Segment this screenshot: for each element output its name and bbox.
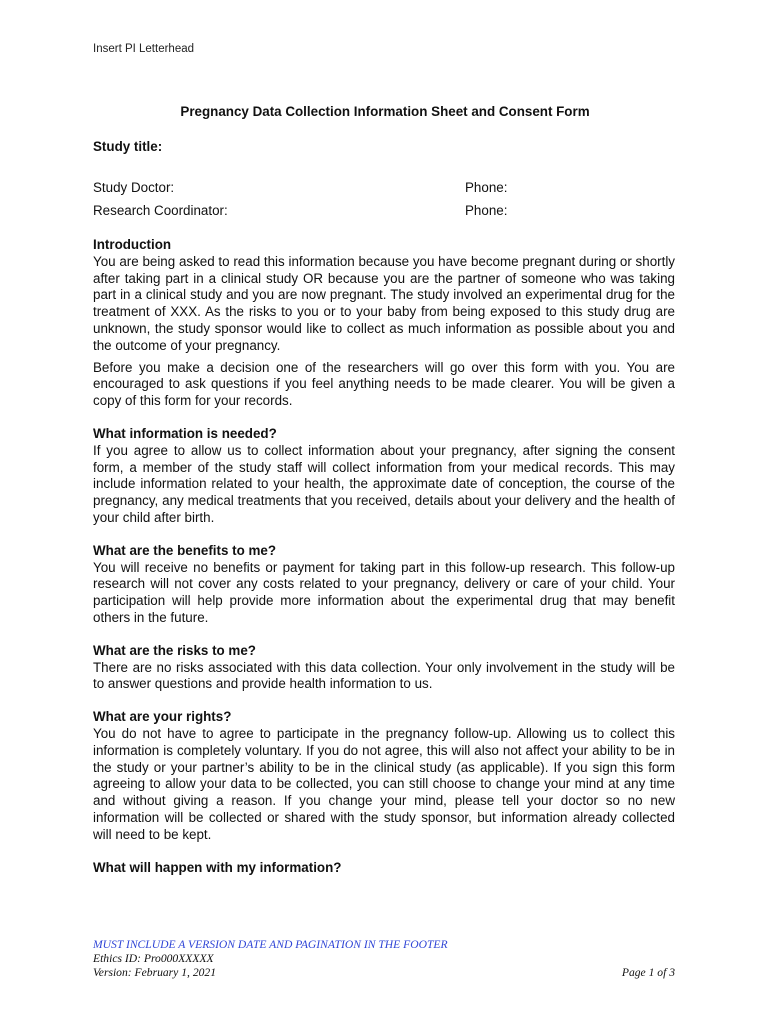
page-footer xyxy=(93,938,675,979)
letterhead-placeholder: Insert PI Letterhead xyxy=(93,43,195,55)
study-title-label: Study title: xyxy=(93,139,163,154)
section-heading-information-needed: What information is needed? xyxy=(93,425,277,441)
section-heading-benefits: What are the benefits to me? xyxy=(93,542,277,558)
footer-page-number: Page 1 of 3 xyxy=(621,965,675,979)
footer-version-row xyxy=(93,966,675,980)
introduction-paragraph-1: You are being asked to read this information because you have become pregnant during or shortly after taking part in a clinical study OR because you are the partner of someone who was taking part in a clinical study and you are now pregnant. The study involved an experimental drug for the treatment of XXX. As the risks to you or to your baby from being exposed to this study drug are unknown, the study sponsor would like to collect as much information as possible about you and the outcome of your pregnancy. xyxy=(93,253,675,353)
benefits-paragraph: You will receive no benefits or payment for taking part in this follow-up research. This follow-up research will not cover any costs related to your pregnancy, delivery or care of your child. Your participation will help provide more information about the experimental drug that may benefit others in the future. xyxy=(93,559,675,625)
document-title: Pregnancy Data Collection Information Sheet and Consent Form xyxy=(180,104,590,119)
section-heading-introduction: Introduction xyxy=(93,237,172,252)
footer-version: Version: February 1, 2021 xyxy=(93,965,217,979)
footer-version-note: MUST INCLUDE A VERSION DATE AND PAGINATION IN THE FOOTER xyxy=(93,938,448,951)
information-needed-paragraph: If you agree to allow us to collect information about your pregnancy, after signing the consent form, a member of the study staff will collect information from your medical records. This may include information related to your health, the approximate date of conception, the course of the pregnancy, any medical treatments that you received, details about your delivery and the health of your child after birth. xyxy=(93,442,675,525)
research-coordinator-label: Research Coordinator: xyxy=(93,203,228,218)
footer-ethics-id: Ethics ID: Pro000XXXXX xyxy=(93,951,214,965)
section-heading-risks: What are the risks to me? xyxy=(93,642,256,658)
study-doctor-phone-label: Phone: xyxy=(465,180,508,195)
risks-paragraph: There are no risks associated with this data collection. Your only involvement in the study will be to answer questions and provide health information to us. xyxy=(93,659,675,692)
section-heading-what-happens: What will happen with my information? xyxy=(93,859,342,875)
study-doctor-label: Study Doctor: xyxy=(93,180,175,195)
research-coordinator-row xyxy=(93,203,675,218)
introduction-paragraph-2: Before you make a decision one of the researchers will go over this form with you. You are encouraged to ask questions if you feel anything needs to be made clearer. You will be given a copy of this form for your records. xyxy=(93,359,675,409)
study-doctor-row xyxy=(93,180,675,195)
research-coordinator-phone-label: Phone: xyxy=(465,203,508,218)
document-body xyxy=(93,237,675,876)
rights-paragraph: You do not have to agree to participate in the pregnancy follow-up. Allowing us to collect this information is completely voluntary. If you do not agree, this will also not affect your ability to be in the study or your partner’s ability to be in the clinical study (as applicable). If you sign this form agreeing to allow your data to be collected, you can still choose to change your mind at any time and without giving a reason. If you change your mind, please tell your doctor so no new information will be collected or shared with the study sponsor, but information already collected will need to be kept. xyxy=(93,725,675,842)
section-heading-rights: What are your rights? xyxy=(93,709,232,725)
